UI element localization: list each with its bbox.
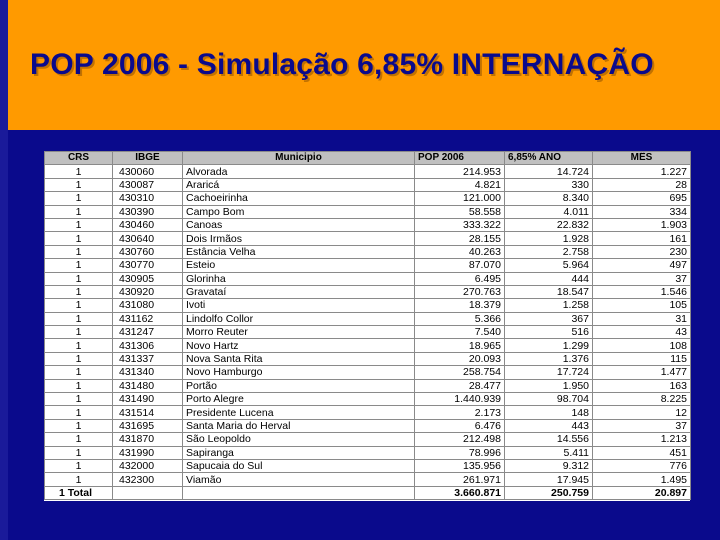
cell-ibge: 431337 (113, 352, 183, 365)
cell-pop-2006: 18.965 (415, 339, 505, 352)
cell-municipio: Novo Hamburgo (183, 366, 415, 379)
table-row (45, 312, 691, 325)
cell-mes: 230 (593, 245, 691, 258)
cell-pop-2006: 333.322 (415, 218, 505, 231)
cell-crs: 1 (45, 446, 113, 459)
cell-percent-ano: 148 (505, 406, 593, 419)
cell-percent-ano: 443 (505, 419, 593, 432)
cell-percent-ano: 2.758 (505, 245, 593, 258)
table-row (45, 366, 691, 379)
cell-municipio: Araricá (183, 178, 415, 191)
cell-crs: 1 (45, 393, 113, 406)
cell-percent-ano: 444 (505, 272, 593, 285)
cell-mes: 1.477 (593, 366, 691, 379)
cell-municipio: Novo Hartz (183, 339, 415, 352)
table-row (45, 339, 691, 352)
cell-mes: 1.213 (593, 433, 691, 446)
cell-percent-ano: 1.950 (505, 379, 593, 392)
cell-pop-2006: 78.996 (415, 446, 505, 459)
cell-ibge: 430060 (113, 165, 183, 178)
cell-percent-ano: 98.704 (505, 393, 593, 406)
table-total-row (45, 486, 691, 499)
cell-percent-ano: 22.832 (505, 218, 593, 231)
cell-pop-2006: 58.558 (415, 205, 505, 218)
cell-percent-ano: 4.011 (505, 205, 593, 218)
cell-percent-ano: 1.258 (505, 299, 593, 312)
cell-percent-ano: 18.547 (505, 285, 593, 298)
cell-percent-ano: 14.556 (505, 433, 593, 446)
table-row (45, 285, 691, 298)
cell-ibge: 432000 (113, 459, 183, 472)
total-cell-percent-ano: 250.759 (505, 486, 593, 499)
cell-mes: 108 (593, 339, 691, 352)
total-cell-pop-2006: 3.660.871 (415, 486, 505, 499)
cell-pop-2006: 261.971 (415, 473, 505, 486)
cell-ibge: 431247 (113, 326, 183, 339)
cell-percent-ano: 367 (505, 312, 593, 325)
cell-ibge: 431340 (113, 366, 183, 379)
cell-municipio: Santa Maria do Herval (183, 419, 415, 432)
cell-crs: 1 (45, 419, 113, 432)
header-crs: CRS (45, 152, 113, 165)
table-row (45, 192, 691, 205)
cell-pop-2006: 214.953 (415, 165, 505, 178)
cell-municipio: Portão (183, 379, 415, 392)
cell-municipio: Viamão (183, 473, 415, 486)
table-row (45, 272, 691, 285)
cell-pop-2006: 28.477 (415, 379, 505, 392)
table-row (45, 433, 691, 446)
cell-pop-2006: 5.366 (415, 312, 505, 325)
cell-percent-ano: 1.299 (505, 339, 593, 352)
cell-ibge: 430920 (113, 285, 183, 298)
table-row (45, 393, 691, 406)
cell-percent-ano: 14.724 (505, 165, 593, 178)
total-cell-crs: 1 Total (45, 486, 113, 499)
cell-municipio: Canoas (183, 218, 415, 231)
cell-pop-2006: 28.155 (415, 232, 505, 245)
cell-crs: 1 (45, 192, 113, 205)
cell-pop-2006: 1.440.939 (415, 393, 505, 406)
cell-mes: 12 (593, 406, 691, 419)
page-title: POP 2006 - Simulação 6,85% INTERNAÇÃO (30, 48, 654, 81)
total-cell-mes: 20.897 (593, 486, 691, 499)
cell-ibge: 430640 (113, 232, 183, 245)
cell-pop-2006: 18.379 (415, 299, 505, 312)
cell-pop-2006: 212.498 (415, 433, 505, 446)
cell-crs: 1 (45, 259, 113, 272)
cell-mes: 28 (593, 178, 691, 191)
cell-percent-ano: 330 (505, 178, 593, 191)
cell-mes: 1.495 (593, 473, 691, 486)
cell-municipio: Estância Velha (183, 245, 415, 258)
cell-mes: 115 (593, 352, 691, 365)
cell-municipio: Gravataí (183, 285, 415, 298)
cell-ibge: 431080 (113, 299, 183, 312)
cell-percent-ano: 17.945 (505, 473, 593, 486)
cell-crs: 1 (45, 312, 113, 325)
table-row (45, 406, 691, 419)
cell-municipio: Glorinha (183, 272, 415, 285)
table-row (45, 165, 691, 178)
cell-ibge: 430087 (113, 178, 183, 191)
cell-crs: 1 (45, 245, 113, 258)
cell-percent-ano: 5.964 (505, 259, 593, 272)
table-row (45, 205, 691, 218)
cell-municipio: Campo Bom (183, 205, 415, 218)
table-row (45, 259, 691, 272)
cell-pop-2006: 121.000 (415, 192, 505, 205)
cell-pop-2006: 258.754 (415, 366, 505, 379)
header-mes: MÊS (593, 152, 691, 165)
header-municipio: Municipio (183, 152, 415, 165)
population-table (44, 151, 691, 500)
table-row (45, 299, 691, 312)
table-row (45, 446, 691, 459)
header-pop-2006: POP 2006 (415, 152, 505, 165)
cell-ibge: 432300 (113, 473, 183, 486)
cell-ibge: 430905 (113, 272, 183, 285)
cell-mes: 334 (593, 205, 691, 218)
table-row (45, 352, 691, 365)
cell-ibge: 431990 (113, 446, 183, 459)
cell-municipio: Sapiranga (183, 446, 415, 459)
cell-mes: 37 (593, 272, 691, 285)
cell-mes: 695 (593, 192, 691, 205)
cell-mes: 451 (593, 446, 691, 459)
cell-crs: 1 (45, 352, 113, 365)
cell-crs: 1 (45, 165, 113, 178)
total-cell-ibge (113, 486, 183, 499)
cell-ibge: 430760 (113, 245, 183, 258)
cell-mes: 1.903 (593, 218, 691, 231)
cell-crs: 1 (45, 379, 113, 392)
cell-municipio: Nova Santa Rita (183, 352, 415, 365)
cell-municipio: Lindolfo Collor (183, 312, 415, 325)
cell-crs: 1 (45, 205, 113, 218)
table-header-row (45, 152, 691, 165)
cell-municipio: Alvorada (183, 165, 415, 178)
cell-pop-2006: 4.821 (415, 178, 505, 191)
cell-crs: 1 (45, 272, 113, 285)
cell-mes: 37 (593, 419, 691, 432)
cell-mes: 8.225 (593, 393, 691, 406)
cell-municipio: Presidente Lucena (183, 406, 415, 419)
cell-crs: 1 (45, 326, 113, 339)
cell-mes: 161 (593, 232, 691, 245)
cell-pop-2006: 7.540 (415, 326, 505, 339)
cell-percent-ano: 17.724 (505, 366, 593, 379)
cell-crs: 1 (45, 366, 113, 379)
cell-ibge: 431695 (113, 419, 183, 432)
cell-pop-2006: 87.070 (415, 259, 505, 272)
cell-crs: 1 (45, 473, 113, 486)
cell-percent-ano: 8.340 (505, 192, 593, 205)
cell-ibge: 431870 (113, 433, 183, 446)
data-table-container (44, 151, 690, 501)
table-row (45, 419, 691, 432)
cell-percent-ano: 5.411 (505, 446, 593, 459)
cell-percent-ano: 516 (505, 326, 593, 339)
cell-mes: 1.227 (593, 165, 691, 178)
cell-ibge: 431306 (113, 339, 183, 352)
cell-pop-2006: 270.763 (415, 285, 505, 298)
cell-mes: 43 (593, 326, 691, 339)
cell-pop-2006: 6.495 (415, 272, 505, 285)
cell-ibge: 430460 (113, 218, 183, 231)
cell-crs: 1 (45, 178, 113, 191)
cell-municipio: Ivoti (183, 299, 415, 312)
left-edge-stripe (0, 0, 8, 540)
table-row (45, 326, 691, 339)
cell-pop-2006: 6.476 (415, 419, 505, 432)
cell-percent-ano: 9.312 (505, 459, 593, 472)
cell-crs: 1 (45, 232, 113, 245)
cell-pop-2006: 135.956 (415, 459, 505, 472)
cell-pop-2006: 40.263 (415, 245, 505, 258)
cell-ibge: 431162 (113, 312, 183, 325)
total-cell-municipio (183, 486, 415, 499)
cell-municipio: Morro Reuter (183, 326, 415, 339)
cell-ibge: 431514 (113, 406, 183, 419)
cell-crs: 1 (45, 339, 113, 352)
cell-ibge: 430770 (113, 259, 183, 272)
cell-crs: 1 (45, 433, 113, 446)
cell-municipio: Esteio (183, 259, 415, 272)
cell-crs: 1 (45, 459, 113, 472)
cell-ibge: 430390 (113, 205, 183, 218)
cell-municipio: São Leopoldo (183, 433, 415, 446)
header-ibge: IBGE (113, 152, 183, 165)
cell-mes: 1.546 (593, 285, 691, 298)
table-row (45, 473, 691, 486)
cell-percent-ano: 1.928 (505, 232, 593, 245)
cell-crs: 1 (45, 218, 113, 231)
table-row (45, 379, 691, 392)
cell-ibge: 430310 (113, 192, 183, 205)
cell-ibge: 431490 (113, 393, 183, 406)
cell-mes: 163 (593, 379, 691, 392)
cell-mes: 776 (593, 459, 691, 472)
cell-mes: 105 (593, 299, 691, 312)
cell-percent-ano: 1.376 (505, 352, 593, 365)
cell-mes: 31 (593, 312, 691, 325)
cell-municipio: Dois Irmãos (183, 232, 415, 245)
cell-crs: 1 (45, 285, 113, 298)
cell-municipio: Porto Alegre (183, 393, 415, 406)
cell-crs: 1 (45, 299, 113, 312)
cell-pop-2006: 20.093 (415, 352, 505, 365)
header-percent-ano: 6,85% ANO (505, 152, 593, 165)
table-row (45, 232, 691, 245)
cell-municipio: Cachoeirinha (183, 192, 415, 205)
table-row (45, 178, 691, 191)
cell-ibge: 431480 (113, 379, 183, 392)
cell-municipio: Sapucaia do Sul (183, 459, 415, 472)
cell-mes: 497 (593, 259, 691, 272)
cell-crs: 1 (45, 406, 113, 419)
table-row (45, 245, 691, 258)
table-row (45, 459, 691, 472)
cell-pop-2006: 2.173 (415, 406, 505, 419)
table-row (45, 218, 691, 231)
